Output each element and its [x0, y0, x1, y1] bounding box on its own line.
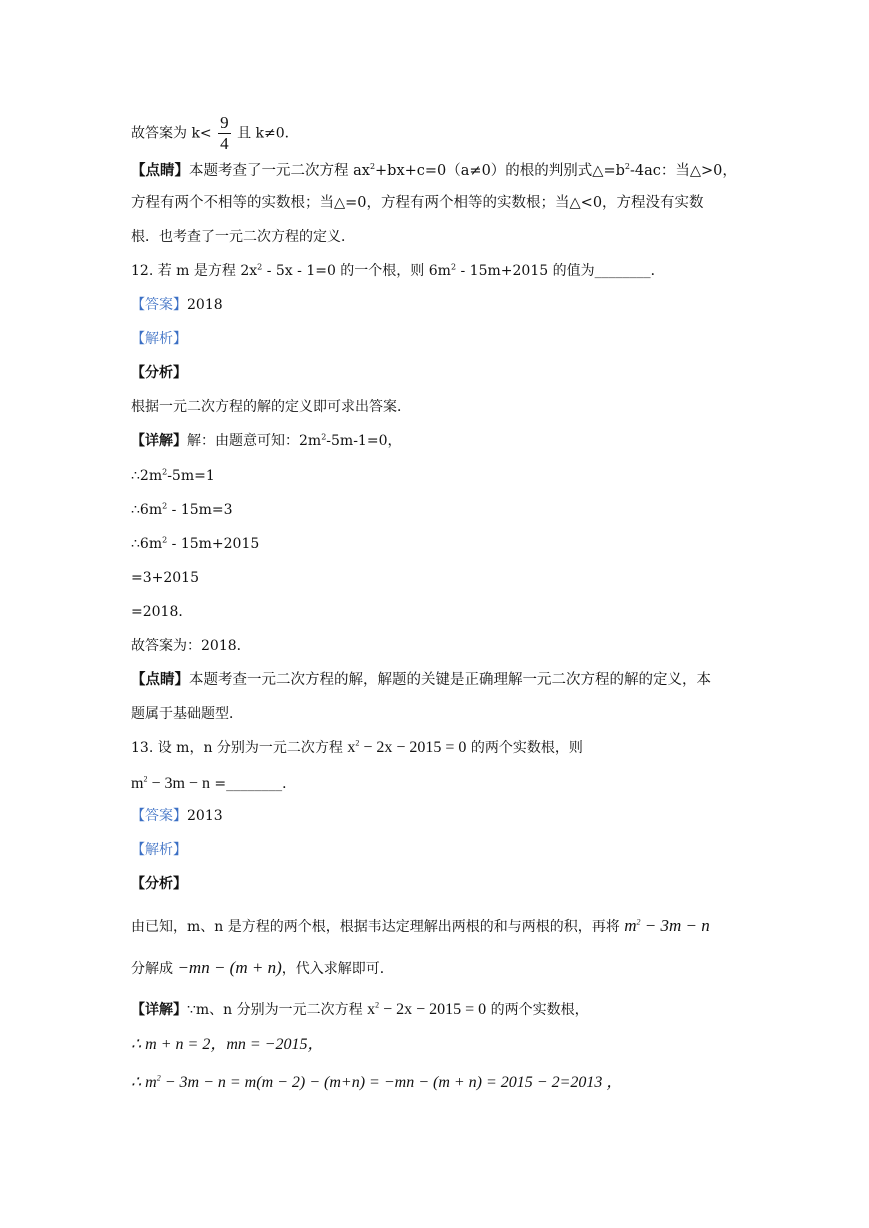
q12-stem: 12. 若 m 是方程 $2x^2 - 5x - 1=0$ 的一个根，则 $6m^2 - 15m+2015$ 的值为________．: [131, 262, 665, 279]
superscript: 2: [369, 162, 376, 172]
q13-detail-a: ∵m、n 分别为一元二次方程: [187, 1002, 368, 1018]
q13-fenxi-text-2a: 分解成: [131, 961, 178, 977]
q12-step-2-b: - 15m=3: [167, 502, 233, 518]
q12-fenxi-text: 根据一元二次方程的解的定义即可求出答案．: [131, 399, 411, 415]
q11-comment-text-c: -4ac：当△>0，: [629, 163, 737, 179]
eq-part: ∴ m: [131, 1074, 157, 1091]
eq-part: x: [347, 739, 356, 756]
q11-comment-line-2: 方程有两个不相等的实数根；当△=0，方程有两个相等的实数根；当△<0，方程没有实数: [131, 195, 704, 211]
q13-ask-blank: =________．: [209, 776, 297, 792]
q13-fenxi-expression: $m^2 - 3m - n$: [624, 916, 710, 935]
q12-step-1: $\therefore 2m^2-5m=1$: [131, 467, 215, 484]
fraction-numerator: 9: [220, 113, 229, 132]
superscript: 2: [624, 162, 630, 172]
q13-vieta: ∴ m + n = 2，mn = −2015，: [131, 1036, 324, 1053]
eq-part: m: [131, 775, 144, 792]
eq-part: m: [624, 916, 637, 935]
q11-comment-text-a: 本题考查了一元二次方程 ax: [189, 163, 370, 179]
q13-stem-a: 13. 设 m，n 分别为一元二次方程: [131, 740, 348, 756]
eq-part: − 3m − n: [640, 916, 710, 935]
q12-answer-line: [131, 295, 223, 315]
q12-answer-tag: 【答案】: [131, 297, 187, 313]
q12-comment-text: 本题考查一元二次方程的解，解题的关键是正确理解一元二次方程的解的定义，本: [189, 672, 711, 688]
q12-step-3: $\therefore 6m^2 - 15m+2015$: [131, 535, 260, 552]
q13-ask: [131, 774, 296, 794]
eq-part: x: [367, 1001, 376, 1018]
q13-stem-equation: $x^2 - 2x - 2015 = 0$: [347, 738, 467, 756]
q13-fenxi-expression-2: −mn − (m + n): [177, 958, 282, 977]
q12-step-4: =3+2015: [131, 570, 199, 586]
q12-comment-line-2: 题属于基础题型．: [131, 706, 243, 722]
q12-step-2-a: ∴6m: [131, 502, 163, 518]
q13-calc: ∴ $m^2 - 3m - n = m(m - 2) - (m+n) = -mn - (m + n) = 2015 - 2=2013$ ，: [131, 1073, 623, 1091]
q13-answer-line: [131, 806, 223, 826]
q12-stem-c: - 15m+2015 的值为________．: [456, 263, 665, 279]
q13-fenxi-text-2b: ，代入求解即可．: [281, 961, 394, 977]
q13-detail-b: 的两个实数根，: [486, 1002, 589, 1018]
q12-answer-value: 2018: [187, 297, 223, 313]
q13-stem: [131, 738, 583, 758]
q13-stem-b: 的两个实数根，则: [466, 740, 583, 756]
q12-comment-tag: 【点睛】: [131, 671, 189, 688]
q13-detail-equation: $x^2 - 2x - 2015 = 0$: [367, 1000, 487, 1018]
q13-fenxi-line-2: [131, 958, 394, 979]
q12-analysis-tag: 【解析】: [131, 331, 187, 347]
q11-comment-line-3: 根．也考查了一元二次方程的定义．: [131, 229, 355, 245]
q13-fenxi-text-1: 由已知，m、n 是方程的两个根，根据韦达定理解出两根的和与两根的积，再将: [131, 919, 625, 935]
q13-answer-value: 2013: [187, 808, 223, 824]
q11-comment-line-1: [131, 161, 737, 181]
q11-answer-line: [131, 113, 299, 154]
q12-stem-a: 12. 若 m 是方程 2x: [131, 263, 258, 279]
eq-part: − 2x − 2015 = 0: [379, 1001, 487, 1018]
q13-detail-line: [131, 1000, 589, 1020]
q12-fenxi-tag: 【分析】: [131, 365, 187, 381]
q11-comment-text-b: +bx+c=0（a≠0）的根的判别式△=b: [375, 163, 625, 179]
q13-fenxi-line-1: [131, 916, 710, 937]
q12-step-2: $\therefore 6m^2 - 15m=3$: [131, 501, 233, 518]
fraction-nine-quarters: [218, 113, 231, 154]
fraction-denominator: 4: [220, 134, 229, 153]
q12-detail-a: 解：由题意可知：2m: [187, 433, 322, 449]
q11-answer-post: 且 k≠0．: [237, 125, 299, 142]
q13-fenxi-tag: 【分析】: [131, 876, 187, 892]
q12-detail-b: -5m-1=0，: [326, 433, 402, 449]
q12-stem-b: - 5x - 1=0 的一个根，则 6m: [262, 263, 451, 279]
q12-comment-line-1: [131, 670, 711, 690]
q12-detail-tag: 【详解】: [131, 433, 187, 449]
q12-step-3-b: - 15m+2015: [167, 536, 260, 552]
eq-part: − 3m − n = m(m − 2) − (m+n) = −mn − (m + n) = 2015 − 2=2013 ，: [160, 1074, 623, 1091]
q13-analysis-tag: 【解析】: [131, 842, 187, 858]
q12-step-1-a: ∴2m: [131, 468, 163, 484]
eq-part: − 3m − n: [147, 775, 210, 792]
q11-comment-tag: 【点睛】: [131, 162, 189, 179]
q13-detail-tag: 【详解】: [131, 1002, 187, 1018]
eq-part: − 2x − 2015 = 0: [359, 739, 467, 756]
q12-step-1-b: -5m=1: [167, 468, 215, 484]
q12-step-3-a: ∴6m: [131, 536, 163, 552]
q12-final: 故答案为：2018．: [131, 638, 251, 654]
q13-answer-tag: 【答案】: [131, 808, 187, 824]
q13-ask-expression: $m^2 - 3m - n$: [131, 774, 210, 792]
q11-answer-pre: 故答案为 k<: [131, 125, 212, 142]
q12-detail-line: 【详解】解：由题意可知：$2m^2-5m-1=0$，: [131, 432, 402, 449]
q12-step-5: =2018．: [131, 604, 193, 620]
